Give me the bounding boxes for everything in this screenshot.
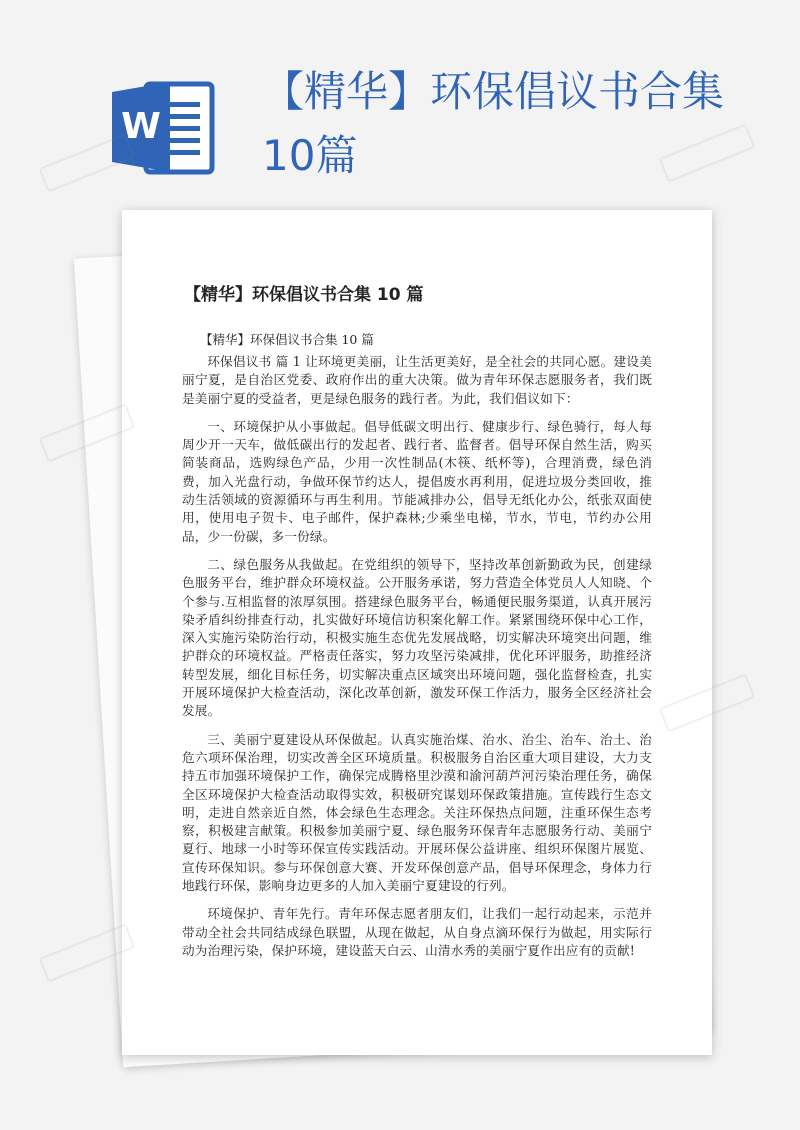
word-document-icon [108,72,218,182]
page-title: 【精华】环保倡议书合集10篇 [262,67,725,180]
document-page [122,210,712,1055]
paragraph-1: 一、环境保护从小事做起。倡导低碳文明出行、健康步行、绿色骑行，每人每周少开一天车，做低碳出行的发起者、践行者、监督者。倡导环保自然生活，购买简装商品，选购绿色产品，少用一次性制品(木筷、纸杯等)，合理消费，绿色消费，加入光盘行动，争做环保节约达人，提倡废水再利用，促进垃圾分类回收，推动生活领域的资源循环与再生利用。节能减排办公，倡导无纸化办公，纸张双面使用，使用电子贺卡、电子邮件，保护森林;少乘坐电梯，节水，节电，节约办公用品，少一份碳，多一份绿。 [182,418,652,544]
paragraph-2: 二、绿色服务从我做起。在党组织的领导下，坚持改革创新勤政为民，创建绿色服务平台，维护群众环境权益。公开服务承诺，努力营造全体党员人人知晓、个个参与.互相监督的浓厚氛围。搭建绿色服务平台，畅通便民服务渠道，认真开展污染矛盾纠纷排查行动，扎实做好环境信访积案化解工作。紧紧围绕环保中心工作，深入实施污染防治行动，积极实施生态优先发展战略，切实解决环境突出问题，维护群众的环境权益。严格责任落实，努力攻坚污染减排，优化环评服务，助推经济转型发展，细化目标任务，切实解决重点区域突出环境问题，强化监督检查，扎实开展环境保护大检查活动，深化改革创新，激发环保工作活力，服务全区经济社会发展。 [182,556,652,719]
paragraph-closing: 环境保护、青年先行。青年环保志愿者朋友们，让我们一起行动起来，示范并带动全社会共同结成绿色联盟，从现在做起，从自身点滴环保行为做起，用实际行动为治理污染，保护环境，建设蓝天白云、山清水秀的美丽宁夏作出应有的贡献! [182,906,652,958]
document-subheading: 【精华】环保倡议书合集 10 篇 [200,332,374,347]
word-icon-letter: W [121,106,161,147]
document-heading: 【精华】环保倡议书合集 10 篇 [184,285,424,305]
paragraph-3: 三、美丽宁夏建设从环保做起。认真实施治煤、治水、治尘、治车、治土、治危六项环保治理，切实改善全区环境质量。积极服务自治区重大项目建设，大力支持五市加强环境保护工作，确保完成腾格里沙漠和渝河葫芦河污染治理任务，确保全区环境保护大检查活动取得实效，积极研究谋划环保政策措施。宣传践行生态文明，走进自然亲近自然，体会绿色生态理念。关注环保热点问题，注重环保生态考察，积极建言献策。积极参加美丽宁夏、绿色服务环保青年志愿服务行动、美丽宁夏行、地球一小时等环保宣传实践活动。开展环保公益讲座、组织环保图片展览、宣传环保知识。参与环保创意大赛、开发环保创意产品，倡导环保理念，身体力行地践行环保，影响身边更多的人加入美丽宁夏建设的行列。 [182,731,652,894]
paragraph-intro: 环保倡议书 篇 1 让环境更美丽，让生活更美好，是全社会的共同心愿。建设美丽宁夏，是自治区党委、政府作出的重大决策。做为青年环保志愿服务者，我们既是美丽宁夏的受益者，更是绿色服务的践行者。为此，我们倡议如下： [182,354,652,406]
document-body [182,353,652,970]
